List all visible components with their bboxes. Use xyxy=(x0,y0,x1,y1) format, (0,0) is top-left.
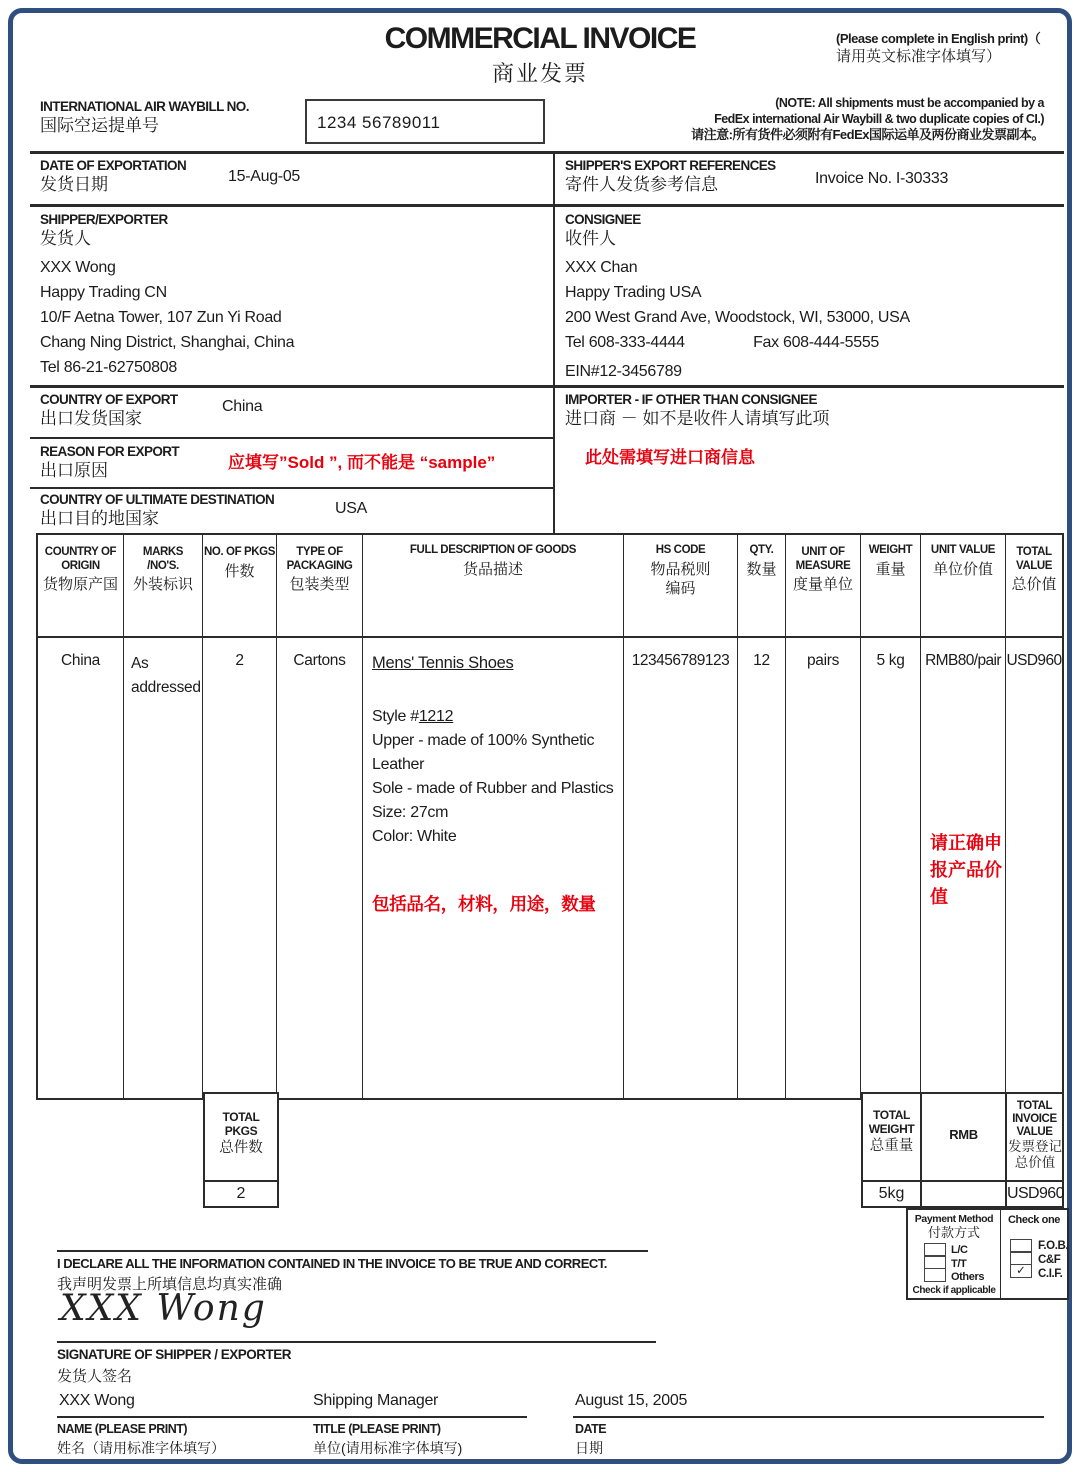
declaration-text-en: I DECLARE ALL THE INFORMATION CONTAINED IN THE INVOICE TO BE TRUE AND CORRECT. xyxy=(57,1256,607,1271)
cell-no-of-pkgs: 2 xyxy=(203,638,277,1098)
date-label-en: DATE xyxy=(575,1422,607,1436)
date-line xyxy=(573,1416,1044,1418)
date-label-en: DATE OF EXPORTATION xyxy=(40,158,187,173)
date-label-zh: 发货日期 xyxy=(40,175,108,194)
col-header-type-of-packaging: TYPE OF PACKAGING 包装类型 xyxy=(277,535,363,638)
awb-label xyxy=(40,98,249,136)
importer-label-en: IMPORTER - IF OTHER THAN CONSIGNEE xyxy=(565,392,817,407)
importer-label-zh: 进口商 － 如不是收件人请填写此项 xyxy=(565,409,830,428)
country-of-export-value: China xyxy=(222,398,263,415)
export-references-value: Invoice No. I-30333 xyxy=(815,170,949,187)
importer-red-note: 此处需填写进口商信息 xyxy=(585,448,755,467)
payment-method-pane xyxy=(908,1210,1001,1298)
check-if-applicable-note: Check if applicable xyxy=(912,1285,996,1296)
cell-description xyxy=(363,638,624,1098)
reason-label-zh: 出口原因 xyxy=(40,461,108,480)
reason-label-en: REASON FOR EXPORT xyxy=(40,444,180,459)
divider xyxy=(30,204,1064,207)
total-invoice-value-header: TOTAL INVOICE VALUE 发票登记总价值 xyxy=(1005,1092,1064,1182)
check-one-pane xyxy=(1002,1210,1067,1298)
reason-for-export-label xyxy=(40,443,179,481)
complete-in-english-note xyxy=(836,30,1040,67)
consignee-label xyxy=(565,211,641,249)
awb-label-en: INTERNATIONAL AIR WAYBILL NO. xyxy=(40,99,249,114)
printed-name-value: XXX Wong xyxy=(59,1392,135,1409)
importer-label xyxy=(565,391,829,429)
consignee-label-en: CONSIGNEE xyxy=(565,212,641,227)
label-cif: C.I.F. xyxy=(1038,1268,1063,1280)
note-en: (Please complete in English print)（ xyxy=(836,31,1041,46)
cell-marks: As addressed xyxy=(124,638,203,1098)
col-header-country-of-origin: COUNTRY OF ORIGIN 货物原产国 xyxy=(38,535,124,638)
note-zh: 请用英文标准字体填写） xyxy=(836,48,1002,65)
shipper-line: Happy Trading CN xyxy=(40,284,167,301)
goods-desc-line: Color: White xyxy=(372,828,457,845)
name-label-en: NAME (PLEASE PRINT) xyxy=(57,1422,188,1436)
unit-value-red-note: 请正确申报产品价值 xyxy=(930,833,1002,907)
shipper-label xyxy=(40,211,168,249)
consignee-fax: Fax 608-444-5555 xyxy=(753,334,880,351)
total-weight-header: TOTAL WEIGHT 总重量 xyxy=(861,1092,922,1182)
description-red-note: 包括品名，材料，用途，数量 xyxy=(372,894,596,914)
col-header-weight: WEIGHT 重量 xyxy=(861,535,921,638)
name-label-zh: 姓名（请用标准字体填写） xyxy=(57,1440,225,1456)
checkbox-cif xyxy=(1010,1264,1032,1278)
shipper-address xyxy=(40,255,294,380)
payment-method-title-en: Payment Method xyxy=(914,1213,994,1225)
printed-title-value: Shipping Manager xyxy=(313,1392,439,1409)
col-header-description: FULL DESCRIPTION OF GOODS 货品描述 xyxy=(363,535,624,638)
cell-hs-code: 123456789123 xyxy=(624,638,738,1098)
shipper-label-en: SHIPPER/EXPORTER xyxy=(40,212,168,227)
country-export-label-en: COUNTRY OF EXPORT xyxy=(40,392,178,407)
col-header-total-value: TOTAL VALUE 总价值 xyxy=(1006,535,1062,638)
awb-number-field: 1234 56789011 xyxy=(305,99,545,144)
checkbox-cif-mark: ✓ xyxy=(1016,1264,1026,1277)
title-label-zh: 单位(请用标准字体填写) xyxy=(313,1440,463,1456)
cell-unit-of-measure: pairs xyxy=(786,638,861,1098)
export-ref-label-en: SHIPPER'S EXPORT REFERENCES xyxy=(565,158,776,173)
shipper-phone: Tel 86-21-62750808 xyxy=(40,359,177,376)
shipper-label-zh: 发货人 xyxy=(40,229,91,248)
payment-method-title-zh: 付款方式 xyxy=(927,1225,980,1240)
export-references-label xyxy=(565,157,776,195)
signature-label-en: SIGNATURE OF SHIPPER / EXPORTER xyxy=(57,1347,292,1362)
consignee-line: Happy Trading USA xyxy=(565,284,702,301)
goods-desc-line: Upper - made of 100% Synthetic Leather xyxy=(372,732,595,773)
goods-description-title: Mens' Tennis Shoes xyxy=(372,654,514,672)
name-title-line xyxy=(57,1416,527,1418)
shipper-signature: XXX Wong xyxy=(60,1288,267,1329)
date-value: August 15, 2005 xyxy=(575,1392,688,1409)
col-header-hs-code: HS CODE 物品税则编码 xyxy=(624,535,738,638)
column-divider xyxy=(553,152,555,533)
goods-table xyxy=(36,533,1064,1100)
consignee-tel: Tel 608-333-4444 xyxy=(565,334,685,351)
consignee-address xyxy=(565,255,910,384)
total-weight-value: 5kg xyxy=(861,1180,922,1208)
checkbox-others xyxy=(924,1268,946,1282)
divider xyxy=(30,151,1064,154)
col-header-unit-of-measure: UNIT OF MEASURE 度量单位 xyxy=(786,535,861,638)
payment-option-labels xyxy=(951,1244,984,1285)
awb-note xyxy=(691,96,1044,143)
country-of-export-label xyxy=(40,391,178,429)
payment-checkboxes xyxy=(924,1244,946,1282)
awb-note-line2: FedEx international Air Waybill & two duplicate copies of CI.) xyxy=(714,111,1044,126)
cell-country-of-origin: China xyxy=(38,638,124,1098)
goods-style-line: Style #1212 xyxy=(372,708,454,725)
awb-note-line1: (NOTE: All shipments must be accompanied by a xyxy=(775,96,1044,110)
shipper-line: Chang Ning District, Shanghai, China xyxy=(40,334,295,351)
page-title-zh: 商业发票 xyxy=(491,61,588,86)
total-pkgs-header: TOTAL PKGS 总件数 xyxy=(203,1092,279,1182)
cell-total-value: USD960 xyxy=(1006,652,1062,669)
divider xyxy=(30,385,1064,388)
reason-red-note: 应填写”Sold ”, 而不能是 “sample” xyxy=(228,453,496,472)
payment-method-box xyxy=(906,1208,1069,1300)
awb-note-line3: 请注意:所有货件必须附有FedEx国际运单及两份商业发票副本。 xyxy=(691,127,1044,142)
divider xyxy=(57,1250,648,1252)
cell-unit-value: RMB80/pair 请正确申报产品价值 xyxy=(921,638,1006,1098)
check-one-title: Check one xyxy=(1008,1214,1061,1226)
page-title: COMMERCIAL INVOICE xyxy=(384,22,696,55)
divider xyxy=(30,487,553,489)
cell-type-of-packaging: Cartons xyxy=(277,638,363,1098)
declaration-text-zh: 我声明发票上所填信息均真实准确 xyxy=(57,1276,283,1293)
consignee-tel-fax xyxy=(565,330,910,355)
divider xyxy=(30,437,553,439)
label-tt: T/T xyxy=(951,1257,967,1270)
col-header-marks: MARKS /NO'S. 外装标识 xyxy=(124,535,203,638)
total-pkgs-value: 2 xyxy=(203,1180,279,1208)
rmb-header: RMB xyxy=(920,1092,1007,1182)
consignee-label-zh: 收件人 xyxy=(565,229,616,248)
date-label-zh: 日期 xyxy=(575,1440,603,1456)
shipper-line: XXX Wong xyxy=(40,259,116,276)
shipper-line: 10/F Aetna Tower, 107 Zun Yi Road xyxy=(40,309,282,326)
label-cf: C&F xyxy=(1038,1254,1061,1266)
destination-label-zh: 出口目的地国家 xyxy=(40,509,159,528)
cell-qty: 12 xyxy=(738,638,786,1098)
cell-weight: 5 kg xyxy=(861,638,921,1098)
destination-value: USA xyxy=(335,500,367,517)
incoterm-labels xyxy=(1038,1239,1068,1281)
rmb-value xyxy=(920,1180,1007,1208)
col-header-unit-value: UNIT VALUE 单位价值 xyxy=(921,535,1006,638)
export-ref-label-zh: 寄件人发货参考信息 xyxy=(565,175,718,194)
date-of-exportation-value: 15-Aug-05 xyxy=(228,168,301,185)
destination-label xyxy=(40,491,274,529)
consignee-line: 200 West Grand Ave, Woodstock, WI, 53000, USA xyxy=(565,309,910,326)
signature-label-zh: 发货人签名 xyxy=(57,1368,133,1385)
col-header-no-of-pkgs: NO. OF PKGS 件数 xyxy=(203,535,277,638)
label-others: Others xyxy=(951,1271,985,1283)
country-export-label-zh: 出口发货国家 xyxy=(40,409,142,428)
total-invoice-value: USD960 xyxy=(1005,1180,1064,1208)
goods-desc-line: Size: 27cm xyxy=(372,804,449,821)
date-of-exportation-label xyxy=(40,157,186,195)
signature-line xyxy=(57,1341,656,1343)
awb-label-zh: 国际空运提单号 xyxy=(40,116,159,135)
col-header-qty: QTY. 数量 xyxy=(738,535,786,638)
incoterm-checkboxes xyxy=(1010,1240,1032,1278)
label-fob: F.O.B. xyxy=(1038,1240,1069,1252)
consignee-line: XXX Chan xyxy=(565,259,638,276)
title-label-en: TITLE (PLEASE PRINT) xyxy=(313,1422,441,1436)
consignee-ein: EIN#12-3456789 xyxy=(565,363,682,380)
goods-desc-line: Sole - made of Rubber and Plastics xyxy=(372,780,614,797)
destination-label-en: COUNTRY OF ULTIMATE DESTINATION xyxy=(40,492,275,507)
label-lc: L/C xyxy=(951,1244,968,1256)
